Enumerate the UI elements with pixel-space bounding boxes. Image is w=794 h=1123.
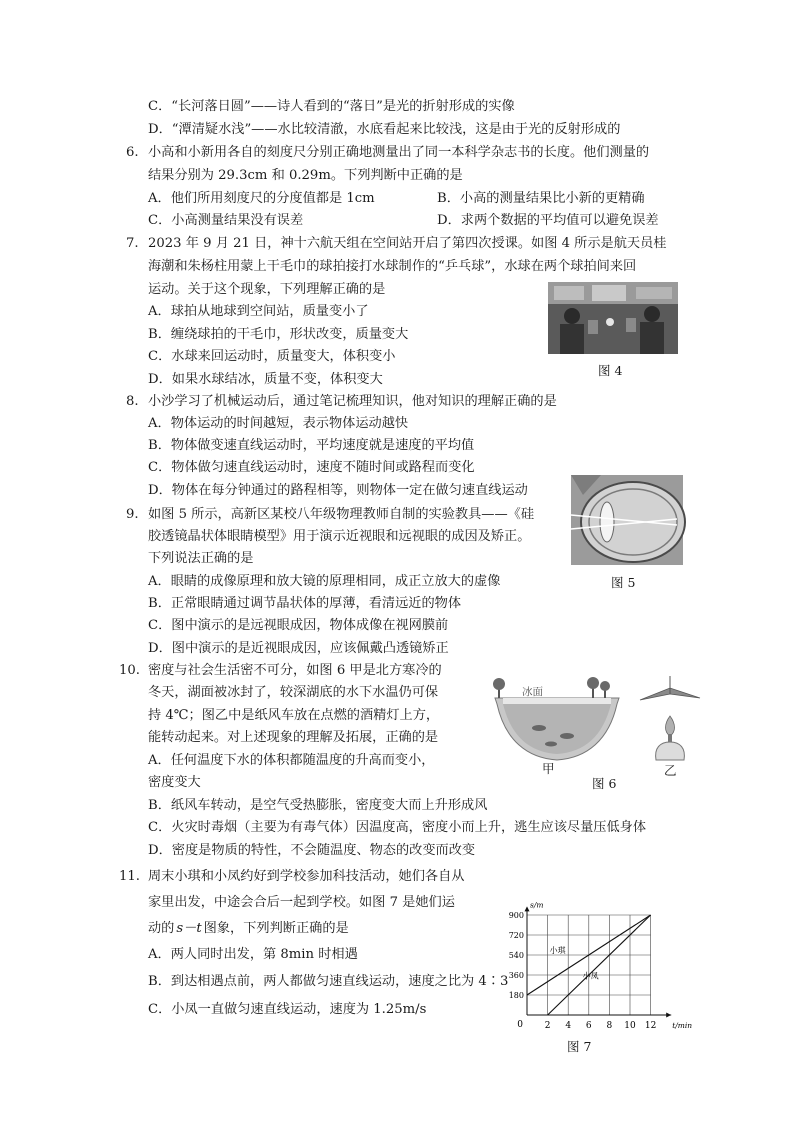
st-chart-svg <box>505 892 693 1032</box>
q11-option-a: A．两人同时出发，第 8min 时相遇 <box>148 947 358 962</box>
y-tick-label: 360 <box>508 971 524 980</box>
figure-6-paper-windmill-over-lamp <box>636 676 704 764</box>
q7-option-a: A．球拍从地球到空间站，质量变小了 <box>148 304 369 319</box>
figure-5-eye-model-photo <box>571 475 683 565</box>
q6-stem-line2: 结果分别为 29.3cm 和 0.29m。下列判断中正确的是 <box>148 168 463 183</box>
series-label: 小琪 <box>549 945 566 955</box>
figure-6-jia-label: 甲 <box>542 761 555 776</box>
series-label: 小凤 <box>582 971 599 981</box>
x-tick-label: 8 <box>606 1021 613 1031</box>
q11-st-symbol: s－t <box>176 921 202 936</box>
q9-option-c: C．图中演示的是远视眼成因，物体成像在视网膜前 <box>148 618 449 633</box>
q5-option-c: C．“长河落日圆”——诗人看到的“落日”是光的折射形成的实像 <box>148 99 515 114</box>
q9-stem-line1: 如图 5 所示，高新区某校八年级物理教师自制的实验教具——《硅 <box>148 507 535 522</box>
q6-option-d: D．求两个数据的平均值可以避免误差 <box>437 213 659 228</box>
y-tick-label: 180 <box>508 991 524 1000</box>
q10-option-a-line2: 密度变大 <box>148 775 201 790</box>
figure-7-caption: 图 7 <box>567 1039 592 1054</box>
origin-label: 0 <box>517 1020 523 1030</box>
q6-stem-line1: 小高和小新用各自的刻度尺分别正确地测量出了同一本科学杂志书的长度。他们测量的 <box>148 145 650 160</box>
q10-stem-line3: 持 4℃；图乙中是纸风车放在点燃的酒精灯上方， <box>148 708 440 723</box>
ice-surface-label: 冰面 <box>522 686 543 698</box>
q10-number: 10. <box>119 663 140 678</box>
q10-stem-line2: 冬天，湖面被冰封了，较深湖底的水下水温仍可保 <box>148 685 439 700</box>
q6-option-c: C．小高测量结果没有误差 <box>148 213 304 228</box>
q10-stem-line4: 能转动起来。对上述现象的理解及拓展，正确的是 <box>148 730 439 745</box>
q8-option-d: D．物体在每分钟通过的路程相等，则物体一定在做匀速直线运动 <box>148 483 528 498</box>
x-tick-label: 4 <box>565 1021 572 1031</box>
figure-6-caption: 图 6 <box>592 776 617 791</box>
x-tick-label: 12 <box>644 1021 657 1031</box>
q11-stem-line1: 周末小琪和小凤约好到学校参加科技活动，她们各自从 <box>148 869 465 884</box>
y-tick-label: 900 <box>508 911 524 920</box>
q7-option-b: B．缠绕球拍的干毛巾，形状改变，质量变大 <box>148 327 409 342</box>
q11-option-b: B．到达相遇点前，两人都做匀速直线运动，速度之比为 4∶3 <box>148 974 509 989</box>
q10-option-c: C．火灾时毒烟（主要为有毒气体）因温度高，密度小而上升，逃生应该尽量压低身体 <box>148 820 647 835</box>
figure-6-yi-label: 乙 <box>664 763 677 778</box>
q9-number: 9. <box>126 507 139 522</box>
q5-option-d: D．“潭清疑水浅”——水比较清澈，水底看起来比较浅，这是由于光的反射形成的 <box>148 122 621 137</box>
y-axis-label: s/m <box>530 900 544 910</box>
q11-number: 11. <box>119 869 140 884</box>
q9-option-b: B．正常眼睛通过调节晶状体的厚薄，看清远近的物体 <box>148 596 462 611</box>
series-line <box>548 915 651 1015</box>
q9-option-a: A．眼睛的成像原理和放大镜的原理相同，成正立放大的虚像 <box>148 574 501 589</box>
q7-number: 7. <box>126 236 139 251</box>
q7-stem-line2: 海潮和朱杨柱用蒙上干毛巾的球拍接打水球制作的“乒乓球”，水球在两个球拍间来回 <box>148 259 637 274</box>
q9-stem-line3: 下列说法正确的是 <box>148 551 254 566</box>
q6-number: 6. <box>126 145 139 160</box>
figure-5-caption: 图 5 <box>611 575 636 590</box>
y-axis-arrow <box>525 906 530 911</box>
q11-stem-line2: 家里出发，中途会合后一起到学校。如图 7 是她们运 <box>148 895 455 910</box>
q11-stem-line3-c: 图象，下列判断正确的是 <box>203 921 349 936</box>
x-tick-label: 10 <box>624 1021 636 1031</box>
q10-stem-line1: 密度与社会生活密不可分，如图 6 甲是北方寒冷的 <box>148 663 442 678</box>
figure-4-caption: 图 4 <box>598 363 623 378</box>
q11-stem-line3-a: 动的 <box>148 921 175 936</box>
x-axis-arrow <box>666 1013 671 1018</box>
q7-stem-line3: 运动。关于这个现象，下列理解正确的是 <box>148 282 386 297</box>
y-tick-label: 540 <box>508 951 524 960</box>
q8-option-a: A．物体运动的时间越短，表示物体运动越快 <box>148 416 409 431</box>
x-tick-label: 2 <box>544 1021 551 1031</box>
q8-option-c: C．物体做匀速直线运动时，速度不随时间或路程而变化 <box>148 460 475 475</box>
q7-option-c: C．水球来回运动时，质量变大，体积变小 <box>148 349 396 364</box>
q10-option-a-line1: A．任何温度下水的体积都随温度的升高而变小， <box>148 753 435 768</box>
q9-stem-line2: 胶透镜晶状体眼睛模型》用于演示近视眼和远视眼的成因及矫正。 <box>148 529 531 544</box>
q11-option-c: C．小凤一直做匀速直线运动，速度为 1.25m/s <box>148 1002 427 1017</box>
x-axis-label: t/min <box>672 1021 693 1030</box>
q8-option-b: B．物体做变速直线运动时，平均速度就是速度的平均值 <box>148 438 475 453</box>
q7-option-d: D．如果水球结冰，质量不变，体积变大 <box>148 372 383 387</box>
figure-4-astronaut-photo <box>548 282 678 354</box>
q9-option-d: D．图中演示的是近视眼成因，应该佩戴凸透镜矫正 <box>148 641 449 656</box>
q7-stem-line1: 2023 年 9 月 21 日，神十六航天组在空间站开启了第四次授课。如图 4 所示是航天员桂 <box>148 236 667 251</box>
q11-stem-line3 <box>148 919 349 939</box>
q6-option-b: B．小高的测量结果比小新的更精确 <box>437 191 645 206</box>
figure-6-frozen-lake <box>487 670 627 770</box>
figure-7-st-graph <box>505 892 693 1032</box>
q8-stem: 小沙学习了机械运动后，通过笔记梳理知识，他对知识的理解正确的是 <box>148 394 557 409</box>
q8-number: 8. <box>126 394 139 409</box>
x-tick-label: 6 <box>585 1021 592 1031</box>
q6-option-a: A．他们所用刻度尺的分度值都是 1cm <box>148 191 375 206</box>
q10-option-d: D．密度是物质的特性，不会随温度、物态的改变而改变 <box>148 843 476 858</box>
y-tick-label: 720 <box>508 931 524 940</box>
q10-option-b: B．纸风车转动，是空气受热膨胀，密度变大而上升形成风 <box>148 798 488 813</box>
